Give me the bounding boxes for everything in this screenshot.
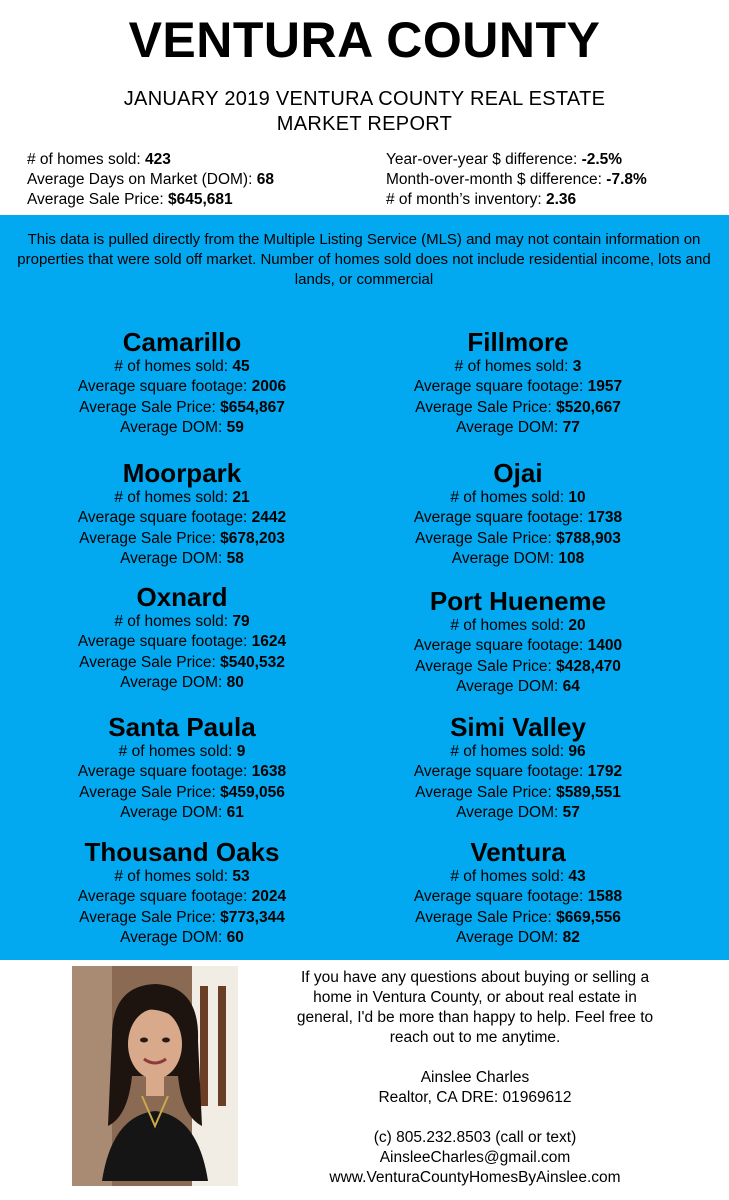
report-subtitle <box>0 87 729 137</box>
city-block <box>0 582 364 693</box>
city-block <box>336 712 700 823</box>
city-average-sqft: Average square footage: 1400 <box>413 637 623 655</box>
city-block <box>336 327 700 438</box>
city-block <box>0 327 364 438</box>
city-average-dom: Average DOM: 108 <box>451 549 585 567</box>
summary-mom-difference: Month-over-month $ difference: -7.8% <box>386 171 647 188</box>
city-homes-sold: # of homes sold: 96 <box>450 743 586 760</box>
city-average-price: Average Sale Price: $520,667 <box>415 398 621 416</box>
city-average-sqft: Average square footage: 1957 <box>413 378 623 396</box>
city-homes-sold: # of homes sold: 53 <box>114 868 250 885</box>
agent-website[interactable]: www.VenturaCountyHomesByAinslee.com <box>329 1169 621 1186</box>
city-block <box>336 586 700 697</box>
city-homes-sold: # of homes sold: 9 <box>118 743 246 760</box>
subtitle-line-1: JANUARY 2019 VENTURA COUNTY REAL ESTATE <box>123 88 606 110</box>
city-homes-sold: # of homes sold: 20 <box>450 617 586 634</box>
city-homes-sold: # of homes sold: 3 <box>454 358 582 375</box>
city-average-sqft: Average square footage: 1792 <box>413 763 623 781</box>
city-average-dom: Average DOM: 80 <box>120 673 244 691</box>
city-average-price: Average Sale Price: $459,056 <box>79 783 285 801</box>
agent-phone[interactable]: (c) 805.232.8503 (call or text) <box>373 1129 577 1146</box>
city-name: Ojai <box>493 458 543 488</box>
city-name: Fillmore <box>467 327 569 357</box>
city-average-price: Average Sale Price: $788,903 <box>415 529 621 547</box>
summary-average-sale-price: Average Sale Price: $645,681 <box>27 191 233 208</box>
city-average-sqft: Average square footage: 1624 <box>77 633 287 651</box>
city-average-dom: Average DOM: 82 <box>456 928 580 946</box>
city-average-sqft: Average square footage: 1738 <box>413 509 623 527</box>
city-name: Camarillo <box>122 327 242 357</box>
city-average-price: Average Sale Price: $678,203 <box>79 529 285 547</box>
city-block <box>0 712 364 823</box>
county-summary-left <box>27 150 274 210</box>
city-homes-sold: # of homes sold: 79 <box>114 613 250 630</box>
county-summary-right <box>386 150 647 210</box>
city-average-price: Average Sale Price: $654,867 <box>79 398 285 416</box>
city-average-price: Average Sale Price: $589,551 <box>415 783 621 801</box>
contact-message: If you have any questions about buying or selling a home in Ventura County, or about real estate in general, I'd be more than happy to help. Feel free to reach out to me anytime. <box>296 969 654 1046</box>
agent-name: Ainslee Charles <box>420 1069 530 1086</box>
city-average-price: Average Sale Price: $669,556 <box>415 908 621 926</box>
city-average-price: Average Sale Price: $428,470 <box>415 657 621 675</box>
city-average-dom: Average DOM: 64 <box>456 677 580 695</box>
city-average-price: Average Sale Price: $773,344 <box>79 908 285 926</box>
city-name: Simi Valley <box>450 712 586 742</box>
city-average-sqft: Average square footage: 1638 <box>77 763 287 781</box>
city-average-sqft: Average square footage: 2006 <box>77 378 287 396</box>
summary-average-dom: Average Days on Market (DOM): 68 <box>27 171 274 188</box>
city-average-sqft: Average square footage: 2442 <box>77 509 287 527</box>
summary-months-inventory: # of month’s inventory: 2.36 <box>386 191 577 208</box>
summary-homes-sold: # of homes sold: 423 <box>27 151 171 168</box>
city-average-dom: Average DOM: 57 <box>456 803 580 821</box>
summary-yoy-difference: Year-over-year $ difference: -2.5% <box>386 151 623 168</box>
city-name: Oxnard <box>136 582 228 612</box>
city-name: Santa Paula <box>108 712 256 742</box>
city-average-dom: Average DOM: 60 <box>120 928 244 946</box>
city-average-sqft: Average square footage: 1588 <box>413 888 623 906</box>
city-block <box>336 837 700 948</box>
city-homes-sold: # of homes sold: 21 <box>114 489 250 506</box>
city-block <box>336 458 700 569</box>
city-name: Moorpark <box>122 458 242 488</box>
mls-disclaimer: This data is pulled directly from the Multiple Listing Service (MLS) and may not contain information on properties that were sold off market. Number of homes sold does not include residential income, lots and lands, or commercial <box>17 231 711 288</box>
subtitle-line-2: MARKET REPORT <box>276 113 453 135</box>
agent-license: Realtor, CA DRE: 01969612 <box>378 1089 572 1106</box>
city-average-dom: Average DOM: 58 <box>120 549 244 567</box>
agent-photo <box>72 966 238 1186</box>
city-name: Ventura <box>470 837 566 867</box>
city-homes-sold: # of homes sold: 10 <box>450 489 586 506</box>
city-block <box>0 837 364 948</box>
city-name: Port Hueneme <box>429 586 607 616</box>
city-homes-sold: # of homes sold: 45 <box>114 358 250 375</box>
city-average-price: Average Sale Price: $540,532 <box>79 653 285 671</box>
city-average-dom: Average DOM: 61 <box>120 803 244 821</box>
city-name: Thousand Oaks <box>84 837 280 867</box>
city-average-dom: Average DOM: 59 <box>120 418 244 436</box>
city-average-sqft: Average square footage: 2024 <box>77 888 287 906</box>
city-average-dom: Average DOM: 77 <box>456 418 580 436</box>
city-block <box>0 458 364 569</box>
agent-email[interactable]: AinsleeCharles@gmail.com <box>379 1149 571 1166</box>
city-stats-panel <box>0 215 729 960</box>
contact-block <box>292 968 658 1188</box>
city-homes-sold: # of homes sold: 43 <box>450 868 586 885</box>
page-title: VENTURA COUNTY <box>128 12 601 68</box>
